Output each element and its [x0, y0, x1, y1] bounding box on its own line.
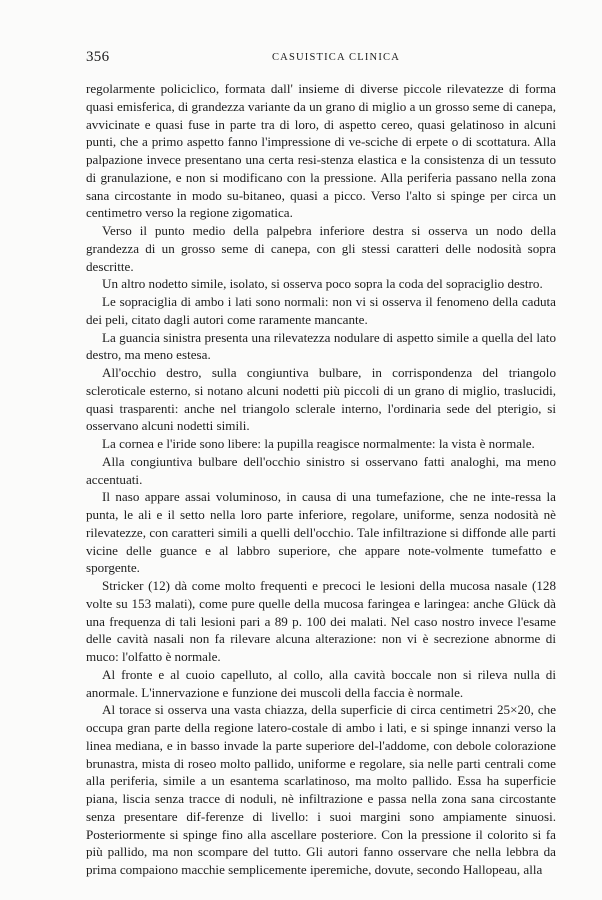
page-header	[86, 49, 556, 71]
paragraph-12: Al torace si osserva una vasta chiazza, della superficie di circa centimetri 25×20, che occupa gran parte della regione latero-costale di ambo i lati, e si spinge innanzi verso la linea mediana, e in basso invade la parte superiore del-l'addome, con debole colorazione brunastra, mista di roseo molto pallido, uniforme e regolare, sia nelle parti centrali come alla periferia, simile a un esantema scarlatinoso, ma molto pallido. Essa ha superficie piana, liscia senza tracce di noduli, nè infiltrazione e passa nella zona sana circostante senza presentare dif-ferenze di livello: i suoi margini sono ampiamente sinuosi. Posteriormente si spinge fino alla ascellare posteriore. Con la pressione il colorito si fa più pallido, ma non scompare del tutto. Gli autori fanno osservare che nella lebbra da prima compaiono macchie semplicemente iperemiche, dovute, secondo Hallopeau, alla	[86, 702, 556, 877]
running-title: CASUISTICA CLINICA	[271, 52, 401, 63]
page-number: 356	[86, 49, 110, 65]
paragraph-9: Il naso appare assai voluminoso, in causa di una tumefazione, che ne inte-ressa la punta, le ali e il setto nella loro parte inferiore, regolare, uniforme, senza nodosità nè rilevatezze, con caratteri simili a quelli dell'occhio. Tale infiltrazione si diffonde alle parti vicine delle guance e al labbro superiore, che appare note-volmente tumefatto e sporgente.	[86, 489, 556, 576]
body-text	[86, 80, 556, 879]
paragraph-8: Alla congiuntiva bulbare dell'occhio sinistro si osservano fatti analoghi, ma meno accentuati.	[86, 453, 556, 487]
paragraph-5: La guancia sinistra presenta una rilevatezza nodulare di aspetto simile a quella del lato destro, ma meno estesa.	[86, 329, 556, 363]
paragraph-1: regolarmente policiclico, formata dall' insieme di diverse piccole rilevatezze di forma quasi emisferica, di grandezza variante da un grano di miglio a un grosso seme di canepa, avvicinate e quasi fuse in parte tra di loro, di aspetto cereo, quasi gelatinoso in alcuni punti, che a primo aspetto fanno l'impressione di ve-sciche di erpete o di scottatura. Alla palpazione invece presentano una certa resi-stenza elastica e la consistenza di un tessuto di granulazione, e non si modificano con la pressione. Alla periferia passano nella zona sana circostante in modo su-bitaneo, quasi a picco. Verso l'alto si spinge per circa un centimetro verso la regione zigomatica.	[86, 81, 556, 221]
paragraph-7: La cornea e l'iride sono libere: la pupilla reagisce normalmente: la vista è normale.	[102, 436, 535, 451]
paragraph-3: Un altro nodetto simile, isolato, si osserva poco sopra la coda del sopraciglio destro.	[102, 276, 543, 292]
paragraph-10: Stricker (12) dà come molto frequenti e precoci le lesioni della mucosa nasale (128 volte su 153 malati), come pure quelle della mucosa faringea e laringea: anche Glück dà una frequenza di tali lesioni pari a 89 p. 100 dei malati. Nel caso nostro invece l'esame delle cavità nasali non fa rilevare alcuna alterazione: non vi è secrezione abnorme di muco: l'olfatto è normale.	[86, 578, 556, 664]
paragraph-11: Al fronte e al cuoio capelluto, al collo, alla cavità boccale non si rileva nulla di anormale. L'innervazione e funzione dei muscoli della faccia è normale.	[86, 666, 556, 700]
paragraph-2: Verso il punto medio della palpebra inferiore destra si osserva un nodo della grandezza di un grosso seme di canepa, con gli stessi caratteri delle nodosità sopra descritte.	[86, 223, 556, 274]
paragraph-4: Le sopraciglia di ambo i lati sono normali: non vi si osserva il fenomeno della caduta dei peli, citato dagli autori come raramente mancante.	[86, 294, 556, 327]
paragraph-6: All'occhio destro, sulla congiuntiva bulbare, in corrispondenza del triangolo scleroticale esterno, si notano alcuni nodetti più piccoli di un grano di miglio, traslucidi, quasi trasparenti: anche nel triangolo sclerale interno, l'ordinaria sede del pterigio, si osservano alcuni nodetti simili.	[86, 365, 556, 434]
